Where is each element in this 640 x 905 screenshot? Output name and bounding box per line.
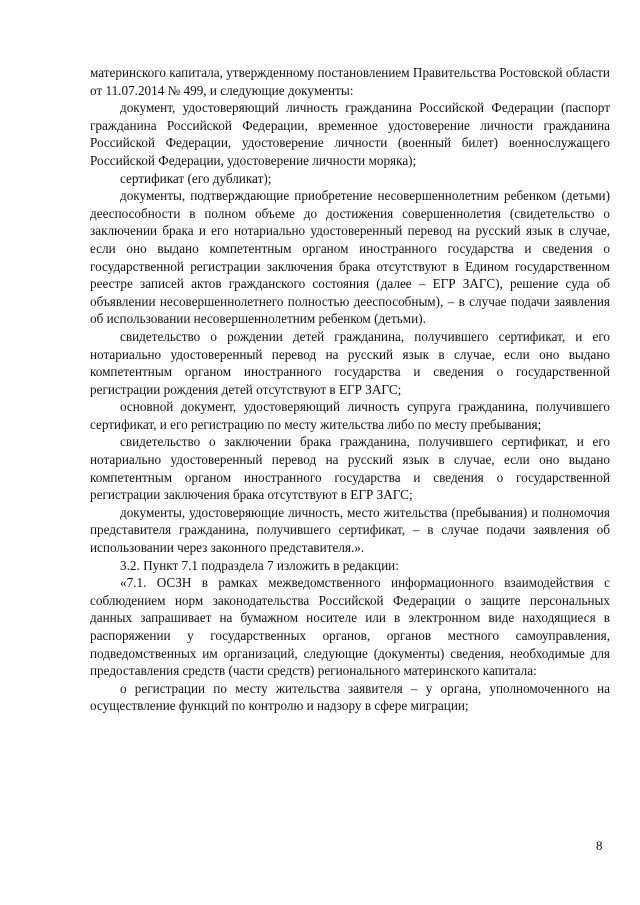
- paragraph-8: документы, удостоверяющие личность, место жительства (пребывания) и полномочия представителя гражданина, получившего сертификат, – в случае подачи заявления об использовании через законного представителя.».: [90, 504, 610, 556]
- paragraph-5: свидетельство о рождении детей гражданина, получившего сертификат, и его нотариально удостоверенный перевод на русский язык в случае, если оно выдано компетентным органом иностранного государства и сведения о государственной регистрации рождения детей отсутствуют в ЕГР ЗАГС;: [90, 328, 610, 397]
- paragraph-7: свидетельство о заключении брака гражданина, получившего сертификат, и его нотариально удостоверенный перевод на русский язык в случае, если оно выдано компетентным органом иностранного государства и сведения о государственной регистрации заключения брака отсутствуют в ЕГР ЗАГС;: [90, 434, 610, 503]
- paragraph-4: документы, подтверждающие приобретение несовершеннолетним ребенком (детьми) дееспособности в полном объеме до достижения совершеннолетия (свидетельство о заключении брака и его нотариально удостоверенный перевод на русский язык в случае, если оно выдано компетентным органом иностранного государства и сведения о государственной регистрации заключения брака отсутствуют в Едином государственном реестре записей актов гражданского состояния (далее – ЕГР ЗАГС), решение суда об объявлении несовершеннолетнего полностью дееспособным), – в случае подачи заявления об использовании несовершеннолетним ребенком (детьми).: [90, 188, 610, 327]
- document-body: [90, 64, 610, 715]
- paragraph-10: «7.1. ОСЗН в рамках межведомственного информационного взаимодействия с соблюдением норм законодательства Российской Федерации о защите персональных данных запрашивает на бумажном носителе или в электронном виде находящиеся в распоряжении у государственных органов, органов местного самоуправления, подведомственных им организаций, следующие (документы) сведения, необходимые для предоставления средств (части средств) регионального материнского капитала:: [90, 575, 610, 679]
- paragraph-6: основной документ, удостоверяющий личность супруга гражданина, получившего сертификат, и его регистрацию по месту жительства либо по месту пребывания;: [90, 399, 610, 432]
- paragraph-11: о регистрации по месту жительства заявителя – у органа, уполномоченного на осуществление функций по контролю и надзору в сфере миграции;: [90, 680, 610, 714]
- paragraph-1: материнского капитала, утвержденному постановлением Правительства Ростовской области от 11.07.2014 № 499, и следующие документы:: [90, 65, 610, 98]
- page-number: 8: [596, 838, 603, 853]
- paragraph-2: документ, удостоверяющий личность гражданина Российской Федерации (паспорт гражданина Российской Федерации, временное удостоверение личности гражданина Российской Федерации, удостоверение личности (военный билет) военнослужащего Российской Федерации, удостоверение личности моряка);: [90, 100, 610, 168]
- paragraph-9: 3.2. Пункт 7.1 подраздела 7 изложить в редакции:: [120, 557, 399, 573]
- paragraph-3: сертификат (его дубликат);: [120, 170, 272, 186]
